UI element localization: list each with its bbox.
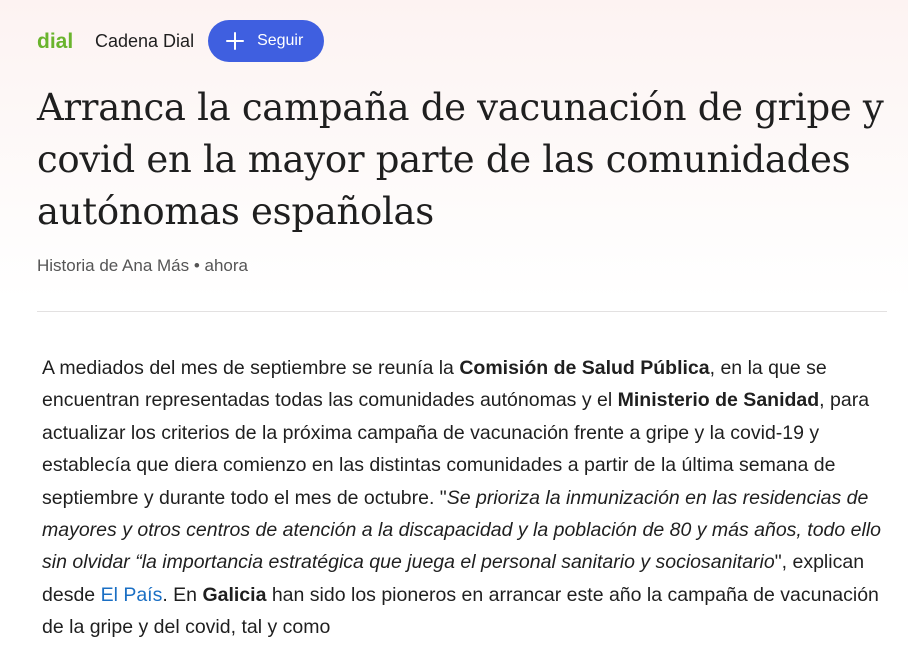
body-text-3: , para actualizar los criterios de la próxima campaña de vacunación frente a gripe y la covid-19 y establecía que diera comienzo en las distintas comunidades a partir de la última semana de septiembre y durante todo el mes de octubre. " — [42, 389, 870, 509]
body-text-2: , en la que se encuentran representadas todas las comunidades autónomas y el — [42, 357, 827, 412]
body-bold-comision: Comisión de Salud Pública — [459, 357, 710, 379]
follow-button[interactable] — [208, 20, 324, 62]
body-text-5: . En — [162, 583, 203, 606]
body-bold-galicia: Galicia — [202, 583, 267, 606]
plus-icon — [226, 32, 244, 50]
body-text-6: han sido los pioneros en arrancar este año la campaña de vacunación de la gripe y del covid, tal y como — [42, 583, 879, 639]
article-headline: Arranca la campaña de vacunación de gripe y covid en la mayor parte de las comunidades autónomas españolas — [37, 86, 884, 233]
source-header — [37, 20, 324, 62]
cadena-dial-logo[interactable] — [37, 30, 79, 52]
header-divider — [37, 311, 887, 312]
body-text-4: ", explican desde — [42, 551, 865, 606]
dial-logo-icon — [37, 30, 79, 52]
body-bold-ministerio: Ministerio de Sanidad — [617, 389, 820, 412]
body-italic-quote: Se prioriza la inmunización en las residencias de mayores y otros centros de atención a la discapacidad y la población de 80 y más años, todo ello sin olvidar “la importancia estratégica que juega el personal sanitario y sociosanitario — [42, 486, 881, 574]
el-pais-link[interactable]: El País — [100, 583, 163, 606]
body-text-1: A mediados del mes de septiembre se reunía la — [42, 357, 460, 379]
dial-logo-text: dial — [37, 30, 74, 52]
follow-button-label: Seguir — [257, 32, 304, 49]
article-body — [42, 352, 892, 644]
article-byline: Historia de Ana Más • ahora — [37, 256, 249, 275]
source-name[interactable]: Cadena Dial — [95, 30, 195, 51]
